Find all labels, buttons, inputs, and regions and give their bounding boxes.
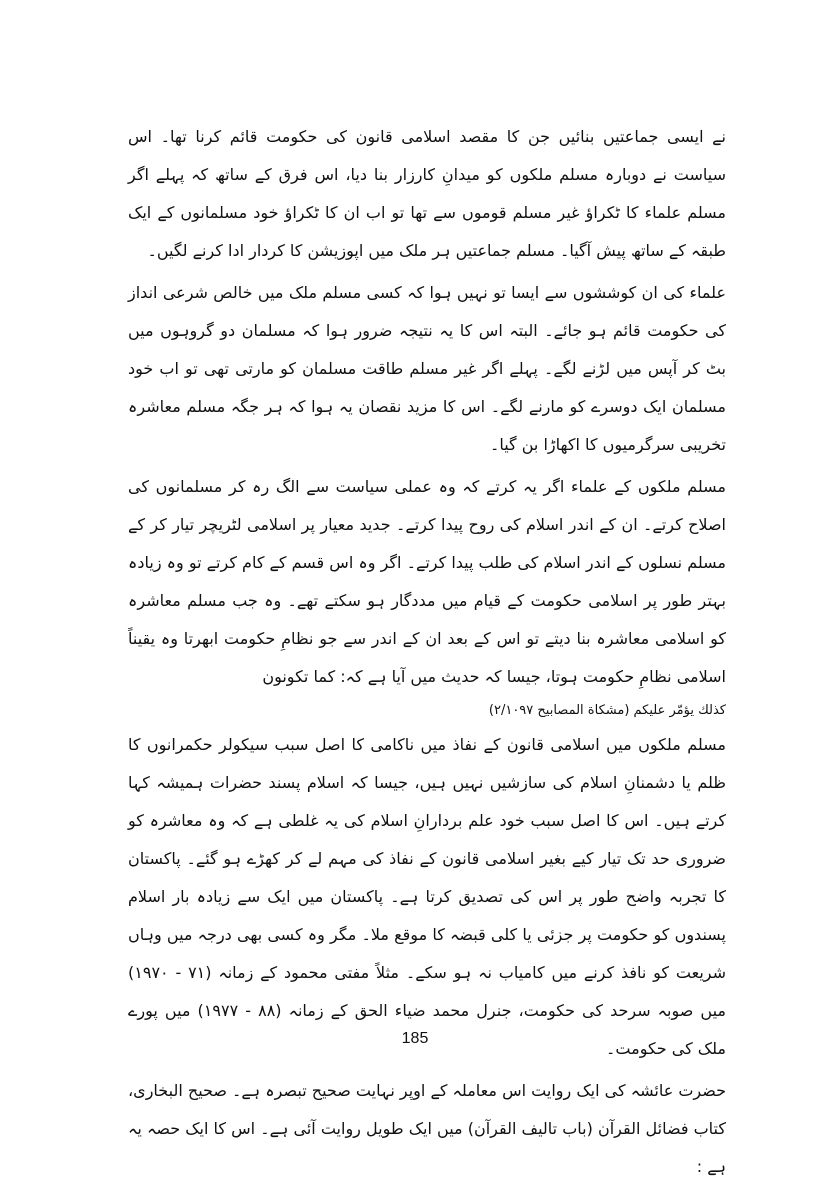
body-text [128, 118, 726, 1186]
paragraph-5: حضرت عائشہ کی ایک روایت اس معاملہ کے اوپر نہایت صحیح تبصرہ ہے۔ صحیح البخاری، کتاب فضائل القرآن (باب تالیف القرآن) میں ایک طویل روایت آئی ہے۔ اس کا ایک حصہ یہ ہے : [128, 1081, 726, 1176]
hadith-citation: كذلك يؤمّر عليكم (مشكاة المصابيح ٢/١٠٩٧) [488, 703, 726, 718]
paragraph-4: مسلم ملکوں میں اسلامی قانون کے نفاذ میں ناکامی کا اصل سبب سیکولر حکمرانوں کا ظلم یا دشمنانِ اسلام کی سازشیں نہیں ہیں، جیسا کہ اسلام پسند حضرات ہمیشہ کہا کرتے ہیں۔ اس کا اصل سبب خود علم بردارانِ اسلام کی یہ غلطی ہے کہ وہ معاشرہ کو ضروری حد تک تیار کیے بغیر اسلامی قانون کے نفاذ کی مہم لے کر کھڑے ہو گئے۔ پاکستان کا تجربہ واضح طور پر اس کی تصدیق کرتا ہے۔ پاکستان میں ایک سے زیادہ بار اسلام پسندوں کو حکومت پر جزئی یا کلی قبضہ کا موقع ملا۔ مگر وہ کسی بھی درجہ میں وہاں شریعت کو نافذ کرنے میں کامیاب نہ ہو سکے۔ مثلاً مفتی محمود کے زمانہ (۷۱ - ۱۹۷۰) میں صوبہ سرحد کی حکومت، جنرل محمد ضیاء الحق کے زمانہ (۸۸ - ۱۹۷۷) میں پورے ملک کی حکومت۔ [128, 735, 727, 1058]
paragraph-1: نے ایسی جماعتیں بنائیں جن کا مقصد اسلامی قانون کی حکومت قائم کرنا تھا۔ اس سیاست نے دوبارہ مسلم ملکوں کو میدانِ کارزار بنا دیا، اس فرق کے ساتھ کہ پہلے اگر مسلم علماء کا ٹکراؤ غیر مسلم قوموں سے تھا تو اب ان کا ٹکراؤ خود مسلمانوں کے ایک طبقہ کے ساتھ پیش آگیا۔ مسلم جماعتیں ہر ملک میں اپوزیشن کا کردار ادا کرنے لگیں۔ [128, 127, 726, 260]
page-number: 185 [401, 1030, 429, 1047]
paragraph-2: علماء کی ان کوششوں سے ایسا تو نہیں ہوا کہ کسی مسلم ملک میں خالص شرعی انداز کی حکومت قائم ہو جائے۔ البتہ اس کا یہ نتیجہ ضرور ہوا کہ مسلمان دو گروہوں میں بٹ کر آپس میں لڑنے لگے۔ پہلے اگر غیر مسلم طاقت مسلمان کو مارتی تھی تو اب خود مسلمان ایک دوسرے کو مارنے لگے۔ اس کا مزید نقصان یہ ہوا کہ ہر جگہ مسلم معاشرہ تخریبی سرگرمیوں کا اکھاڑا بن گیا۔ [128, 283, 726, 454]
paragraph-3: مسلم ملکوں کے علماء اگر یہ کرتے کہ وہ عملی سیاست سے الگ رہ کر مسلمانوں کی اصلاح کرتے۔ ان کے اندر اسلام کی روح پیدا کرتے۔ جدید معیار پر اسلامی لٹریچر تیار کر کے مسلم نسلوں کے اندر اسلام کی طلب پیدا کرتے۔ اگر وہ اس قسم کے کام کرتے تو وہ زیادہ بہتر طور پر اسلامی حکومت کے قیام میں مددگار ہو سکتے تھے۔ وہ جب مسلم معاشرہ کو اسلامی معاشرہ بنا دیتے تو اس کے بعد ان کے اندر سے جو نظامِ حکومت ابھرتا وہ یقیناً اسلامی نظامِ حکومت ہوتا، جیسا کہ حدیث میں آیا ہے کہ: کما تکونون [128, 477, 726, 686]
